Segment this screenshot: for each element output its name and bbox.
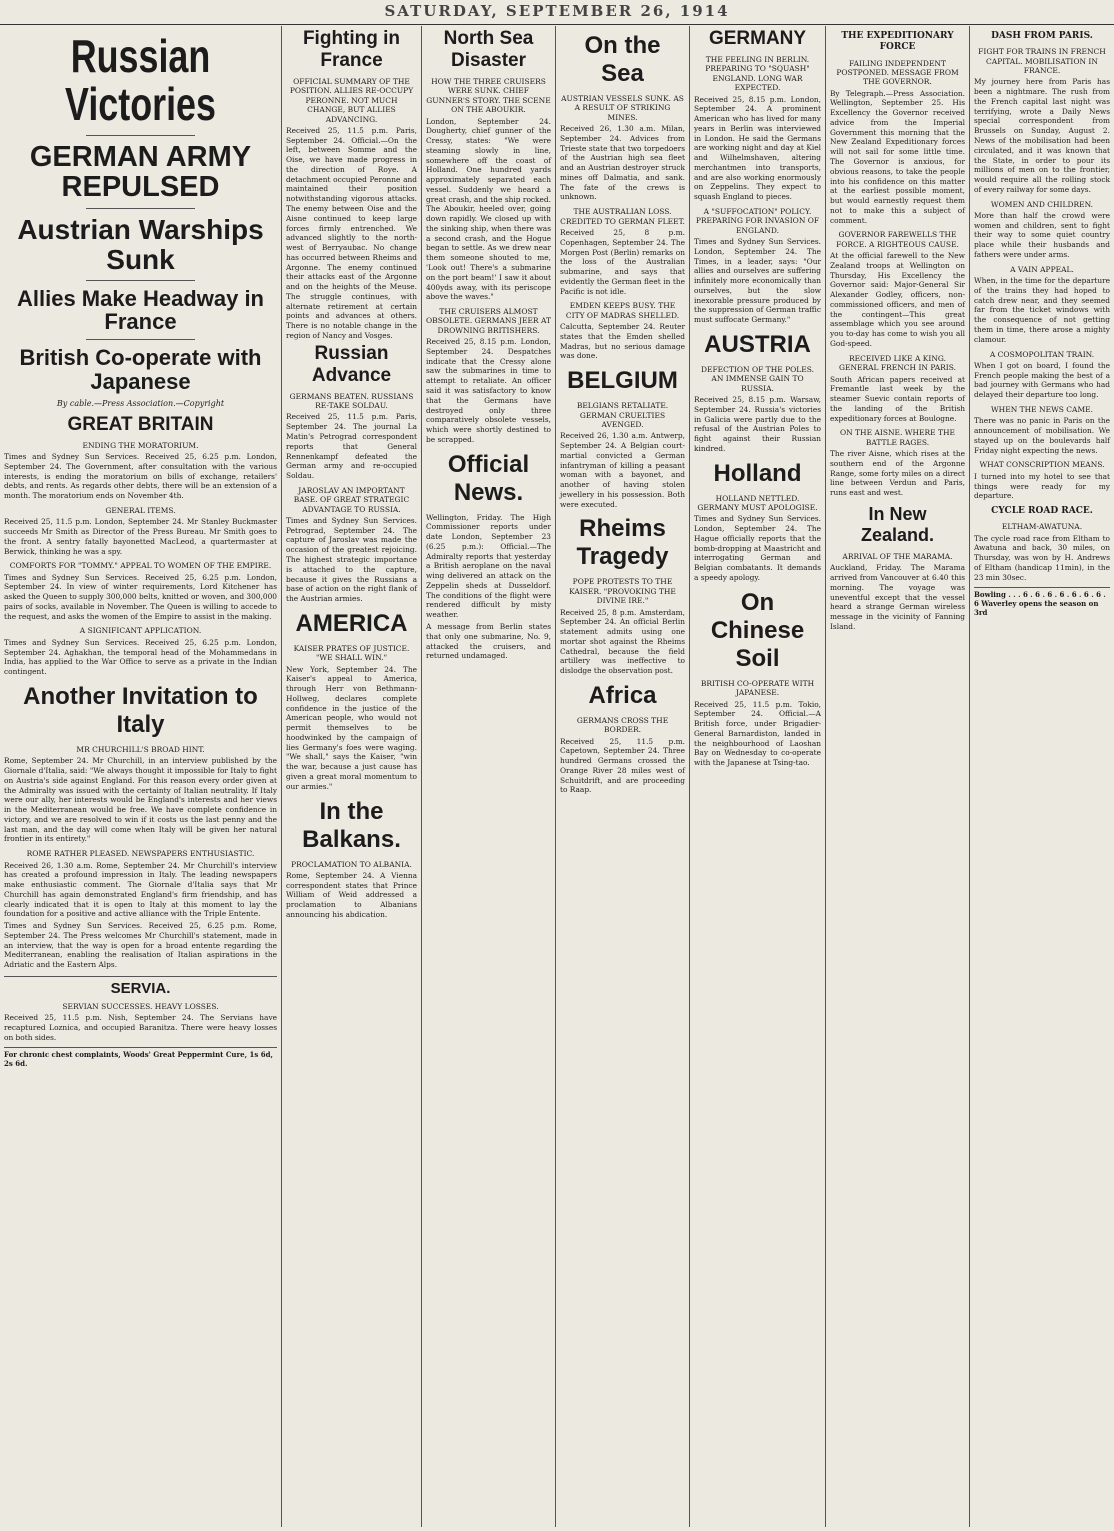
headline-expeditionary: THE EXPEDITIONARY FORCE (841, 31, 954, 53)
subhead: FIGHT FOR TRAINS IN FRENCH CAPITAL. MOBILISATION IN FRANCE. (978, 47, 1106, 75)
subhead: FAILING INDEPENDENT POSTPONED. MESSAGE FROM THE GOVERNOR. (836, 58, 959, 87)
subhead: ROME RATHER PLEASED. NEWSPAPERS ENTHUSIASTIC. (26, 849, 255, 859)
divider (86, 135, 195, 136)
subhead: AUSTRIAN VESSELS SUNK. AS A RESULT OF STRIKING MINES. (561, 94, 684, 122)
article-text: Received 25, 11.5 p.m. Tokio, September 24. Official.—A British force, under Brigadier-General Barnardiston, landed in the neighbourhood of Laoshan Bay on Wednesday to co-operate with the Japanese at Tsing-tao. (694, 699, 821, 768)
headline-chinese-soil: On Chinese Soil (710, 588, 805, 672)
advertisement: Bowling . . . 6 . 6 . 6 . 6 . 6 . 6 . 6 . 6 Waverley opens the season on 3rd (974, 587, 1110, 617)
subhead: ELTHAM-AWATUNA. (1001, 522, 1083, 532)
article-text: Times and Sydney Sun Services. London, September 24. The Times, in a leader, says: "Our allies and ourselves are suffering infinitely more economically than ourselves, but the slow inexorable pressure produced by the suppression of German traffic must suffocate Germany." (694, 237, 821, 325)
subhead: DEFECTION OF THE POLES. AN IMMENSE GAIN TO RUSSIA. (700, 364, 814, 393)
headline-america: AMERICA (295, 609, 408, 637)
subhead: BELGIANS RETALIATE. GERMAN CRUELTIES AVENGED. (576, 401, 669, 429)
column-4 (556, 26, 690, 1527)
column-2 (282, 26, 422, 1527)
article-text: Received 25, 11.5 p.m. Nish, September 24. The Servians have recaptured Loznica, and occupied Baranitza. There were heavy losses on both sides. (4, 1013, 277, 1042)
headline-russian-advance: Russian Advance (311, 342, 392, 386)
article-text: Rome, September 24. A Vienna correspondent states that Prince William of Weid addressed a proclamation to Albanians announcing his abdication. (286, 870, 417, 919)
article-text: Received 25, 8 p.m. Amsterdam, September 24. An official Berlin statement admits using one mortar shot against the Rheims Cathedral, because the field artillery was ineffective to dislodge the observation post. (560, 607, 685, 676)
headline-belgium: BELGIUM (567, 367, 678, 395)
article-text: When, in the time for the departure of the trains they had hoped to catch drew near, and they seemed far from the ticket windows with the consequence of not getting them in time, there arose a mighty clamour. (974, 276, 1110, 344)
headline-austrian-warships: Austrian Warships Sunk (17, 214, 264, 275)
article-text: Received 26, 1.30 a.m. Rome, September 24. Mr Churchill's interview has created a profound impression in Italy. The leading newspapers make enthusiastic comment. The Giornale d'Italia says that Mr Churchill has again demonstrated England's firm friendship, and has clearly indicated that it is open to Italy at this moment to lay the foundation for a positive and active alliance with the Triple Entente. (4, 860, 277, 919)
col1-left (4, 412, 277, 1068)
column-1 (0, 26, 282, 1527)
article-text: A message from Berlin states that only one submarine, No. 9, attacked the cruisers, and returned undamaged. (426, 622, 551, 661)
subhead: ARRIVAL OF THE MARAMA. (842, 551, 953, 561)
headline-new-zealand: In New Zealand. (860, 503, 935, 545)
article-text: Rome, September 24. Mr Churchill, in an interview published by the Giornale d'Italia, said: "We always thought it impossible for Italy to fight on Austria's side against England. For this reason every order given at the Admiralty was issued with the certainty of Italian neutrality. If Italy were our ally, her interests would be England's interests and her views in the Mediterranean would be free. We have complete confidence in victory, and we are resolved to win if it costs us the last penny and the last man, and the day will come when Italy will be given her natural frontier in its entirety." (4, 756, 277, 844)
article-text: At the official farewell to the New Zealand troops at Wellington on Thursday, His Excellency the Governor said: Major-General Sir Alexander Godley, officers, non-commissioned officers, and men of the contingent—This great assemblage which you see around you to-day has come to wish you all God-speed. (830, 251, 965, 348)
headline-russian-victories: Russian Victories (65, 30, 216, 131)
article-text: Received 25, 8.15 p.m. London, September 24. A prominent American who has lived for many years in Berlin was interviewed in London. He said the Germans are working night and day at Kiel and Wilhelmshaven, altering merchantmen into transports, and are also working enormously on Zeppelins. They expect to squash England to pieces. (694, 94, 821, 202)
headline-official-news: Official News. (447, 450, 530, 506)
subhead: WHAT CONSCRIPTION MEANS. (979, 460, 1105, 470)
article-text: Received 25, 11.5 p.m. London, September 24. Mr Stanley Buckmaster succeeds Mr Smith as Director of the Press Bureau. Mr Smith goes to the front. A sentry fatally bayonetted MacLeod, a quartermaster at Berwick, thinking he was a spy. (4, 517, 277, 556)
subhead: MR CHURCHILL'S BROAD HINT. (76, 744, 205, 754)
subhead: WHEN THE NEWS CAME. (990, 404, 1094, 414)
subhead: THE AUSTRALIAN LOSS. CREDITED TO GERMAN FLEET. (560, 207, 685, 226)
article-text: Times and Sydney Sun Services. Received 25, 6.25 p.m. London, September 24. In view of winter requirements, Lord Kitchener has asked the Queen to supply 300,000 belts, knitted or woven, and 300,000 pairs of socks, available in November. The Queen is willing to accede to the request, and asks the women of the Empire to assist in the making. (4, 572, 277, 621)
subhead: WOMEN AND CHILDREN. (990, 199, 1094, 209)
headline-balkans: In the Balkans. (302, 797, 401, 853)
article-text: New York, September 24. The Kaiser's appeal to America, through Herr von Bethmann-Hollweg, declares complete confidence in the justice of the American people, who would not permit themselves to be hoodwinked by the campaign of lies Germany's foes were waging. "We shall," says the Kaiser, "win the war, because a just cause has given a great moral momentum to our armies." (286, 664, 417, 791)
column-6 (826, 26, 970, 1527)
subhead: HOW THE THREE CRUISERS WERE SUNK. CHIEF GUNNER'S STORY. THE SCENE ON THE ABOUKIR. (426, 77, 551, 115)
column-5 (690, 26, 826, 1527)
subhead: KAISER PRATES OF JUSTICE. "WE SHALL WIN." (293, 643, 410, 663)
article-text: There was no panic in Paris on the announcement of mobilisation. We stayed up on the boulevards half Friday night expecting the news. (974, 416, 1110, 455)
article-text: Received 25, 8.15 p.m. Warsaw, September 24. Russia's victories in Galicia were partly due to the refusal of the Austrian Poles to fight against their Russian kindred. (694, 395, 821, 453)
article-text: South African papers received at Fremantle last week by the steamer Suevic contain reports of the landing of the British expeditionary forces at Boulogne. (830, 374, 965, 423)
article-text: Times and Sydney Sun Services. Received 25, 6.25 p.m. Rome, September 24. The Press welcomes Mr Churchill's statement, made in an interview, that the way is open for a broad entente regarding the Mediterranean, enabling the realisation of Italian aspirations in the Adriatic and the Eastern Alps. (4, 921, 277, 970)
article-text: Auckland, Friday. The Marama arrived from Vancouver at 6.40 this morning. The voyage was uneventful except that the vessel heard a strange German wireless message in the vicinity of Fanning Island. (830, 563, 965, 631)
headline-cycle-race: CYCLE ROAD RACE. (991, 506, 1093, 517)
subhead: ENDING THE MORATORIUM. (82, 440, 199, 450)
headline-on-the-sea: On the Sea (584, 32, 661, 87)
subhead: RECEIVED LIKE A KING. GENERAL FRENCH IN PARIS. (838, 353, 957, 373)
subhead: THE FEELING IN BERLIN. PREPARING TO "SQUASH" ENGLAND. LONG WAR EXPECTED. (705, 55, 810, 93)
article-text: Received 25, 8.15 p.m. London, September 24. Despatches indicate that the Cressy alone saw the submarines in time to attempt to retaliate. An officer said it was satisfactory to know that the Germans have destroyed only three comparatively obsolete vessels, which were shortly destined to be scrapped. (426, 337, 551, 444)
subhead: BRITISH CO-OPERATE WITH JAPANESE. (700, 678, 815, 698)
headline-rheims: Rheims Tragedy (576, 515, 669, 571)
subhead: GERMANS CROSS THE BORDER. (576, 715, 669, 735)
column-3 (422, 26, 556, 1527)
subhead: COMFORTS FOR "TOMMY." APPEAL TO WOMEN OF THE EMPIRE. (9, 561, 272, 571)
section-servia: SERVIA. (4, 976, 277, 997)
subhead: THE CRUISERS ALMOST OBSOLETE. GERMANS JEER AT DROWNING BRITISHERS. (426, 307, 551, 335)
section-great-britain: GREAT BRITAIN (67, 413, 214, 435)
col1-split (4, 412, 277, 1068)
article-text: Wellington, Friday. The High Commissioner reports under date London, September 23 (6.25 p.m.): Official.—The Admiralty reports that yesterday a British aeroplane on the naval wing delivered an attack on the Zeppelin sheds at Dusseldorf. The conditions of the flight were rendered difficult by misty weather. (426, 512, 551, 620)
article-text: My journey here from Paris has been a nightmare. The rush from the French capital last night was terrifying, wrote a Daily News special correspondent from Brussels on Sunday, August 2. News of the mobilisation had been circulated, and it was known that the State, in order to pour its millions of men on to the frontier, would require all the rolling stock of every railway for some days. (974, 77, 1110, 194)
subhead: JAROSLAV AN IMPORTANT BASE. OF GREAT STRATEGIC ADVANTAGE TO RUSSIA. (293, 485, 410, 514)
subhead: A COSMOPOLITAN TRAIN. (989, 349, 1095, 359)
divider (86, 208, 195, 209)
article-text: More than half the crowd were women and children, sent to fight their way to some quiet country place while their husbands and fathers were under arms. (974, 210, 1110, 259)
article-text: Received 25, 11.5 p.m. Capetown, September 24. Three hundred Germans crossed the Orange River 28 miles west of Schuitdrift, and are proceeding to Raap. (560, 736, 685, 795)
subhead: SERVIAN SUCCESSES. HEAVY LOSSES. (62, 1001, 219, 1011)
headline-british-cooperate: British Co-operate with Japanese (19, 345, 262, 394)
article-text: Times and Sydney Sun Services. London, September 24. The Hague officially reports that the bomb-dropping at Maastricht and interrogating German and Belgian combatants. It demands a speedy apology. (694, 514, 821, 582)
subhead: A SIGNIFICANT APPLICATION. (79, 626, 202, 636)
divider (86, 339, 195, 340)
article-text: Times and Sydney Sun Services. Petrograd, September 24. The capture of Jaroslav was made the occasion of the greatest rejoicing. The highest strategic importance is attached to the capture, because it gives the Russians a base of action on the right flank of the Austrian armies. (286, 515, 417, 604)
article-text: Received 26, 1.30 a.m. Antwerp, September 24. A Belgian court-martial convicted a German infantryman of killing a peasant woman with a bayonet, and another of having stolen jewellery in his possession. Both were executed. (560, 431, 685, 509)
article-text: Received 25, 11.5 p.m. Paris, September 24. Official.—On the left, between Somme and the Oise, we have made progress in the direction of Roye. A detachment occupied Peronne and maintained their position notwithstanding vigorous attacks. The enemy between Oise and the Aisne continued to keep large forces firmly entrenched. We advanced slightly to the north-west of Berryaubac. No change has occurred between Rheims and Argonne. The enemy continued their attacks east of the Argonne and on the heights of the Meuse. The struggle continues, with alternate retirement at certain points and advances at others. There is no notable change in the region of Nancy and Vosges. (286, 125, 417, 340)
article-text: Calcutta, September 24. Reuter states that the Emden shelled Madras, but no serious damage was done. (560, 322, 685, 361)
article-text: Times and Sydney Sun Services. Received 25, 6.25 p.m. London, September 24. Aghakhan, the temporal head of the Mohammedans in India, has applied to the War Office to serve as a private in the Indian contingent. (4, 637, 277, 677)
article-text: When I got on board, I found the French people making the best of a bad journey with Germans who had delayed their departure too long. (974, 360, 1110, 400)
subhead: A "SUFFOCATION" POLICY. PREPARING FOR INVASION OF ENGLAND. (695, 206, 820, 235)
divider (86, 280, 195, 281)
headline-austria: AUSTRIA (704, 330, 811, 358)
headline-fighting-france: Fighting in France (302, 28, 401, 71)
subhead: POPE PROTESTS TO THE KAISER. "PROVOKING THE DIVINE IRE." (569, 577, 676, 606)
subhead: GOVERNOR FAREWELLS THE FORCE. A RIGHTEOUS CAUSE. (836, 230, 959, 249)
subhead: OFFICIAL SUMMARY OF THE POSITION. ALLIES RE-OCCUPY PERONNE. NOT MUCH CHANGE, BUT ALLIES ADVANCING. (289, 77, 414, 124)
article-text: I turned into my hotel to see that things were ready for my departure. (974, 471, 1110, 501)
column-7 (970, 26, 1114, 1527)
article-text: The cycle road race from Eltham to Awatuna and back, 30 miles, on Thursday, was won by H. Andrews of Eltham (handicap 11min), in the 23 min 30sec. (974, 533, 1110, 582)
article-text: Received 26, 1.30 a.m. Milan, September 24. Advices from Trieste state that two torpedoers of the Austrian high sea fleet and an Austrian destroyer struck mines off Dalmatia, and sank. The fate of the crews is unknown. (560, 124, 685, 202)
headline-holland: Holland (713, 459, 802, 487)
byline: By cable.—Press Association.—Copyright (56, 398, 225, 408)
article-text: By Telegraph.—Press Association. Wellington, September 25. His Excellency the Governor received advice from the Imperial Government this morning that the New Zealand Expeditionary forces will not sail for some little time. The Governor is anxious, for obvious reasons, to take the people into his confidence on this matter at the earliest possible moment, but would earnestly request them not to make this a subject of comment. (830, 88, 965, 225)
headline-north-sea: North Sea Disaster (443, 28, 534, 71)
article-text: Received 25, 11.5 p.m. Paris, September 24. The journal La Matin's Petrograd correspondent reports that General Rennenkampf defeated the German army and re-occupied Soldau. (286, 412, 417, 481)
masthead: SATURDAY, SEPTEMBER 26, 1914 (0, 0, 1114, 25)
subhead: GENERAL ITEMS. (105, 505, 176, 515)
subhead: EMDEN KEEPS BUSY. THE CITY OF MADRAS SHELLED. (565, 301, 680, 320)
subhead: HOLLAND NETTLED. GERMANY MUST APOLOGISE. (697, 493, 818, 513)
headline-dash-paris: DASH FROM PARIS. (991, 31, 1093, 41)
subhead: GERMANS BEATEN. RUSSIANS RE-TAKE SOLDAU. (289, 391, 414, 411)
advertisement: For chronic chest complaints, Woods' Great Peppermint Cure, 1s 6d, 2s 6d. (4, 1047, 277, 1068)
subhead: PROCLAMATION TO ALBANIA. (291, 859, 412, 869)
headline-africa: Africa (588, 681, 657, 709)
subhead: ON THE AISNE. WHERE THE BATTLE RAGES. (839, 428, 956, 447)
article-text: London, September 24. Dougherty, chief gunner of the Cressy, states: "We were steaming slowly in line, somewhere off the coast of Holland. One hundred yards approximately separated each vessel. Suddenly we heard a great crash, and the ship rocked. The Aboukir, heeled over, going down rapidly. We closed up with the sinking ship, when there was a second crash, and the Hogue began to settle. As we drew near them someone shouted to me, 'Look out! There's a submarine on the port beam!' I saw it about 400yds away, with its periscope above the waves." (426, 116, 551, 302)
article-text: The river Aisne, which rises at the southern end of the Argonne Range, some forty miles on a direct line between Verdun and Paris, runs east and west. (830, 449, 965, 498)
article-text: Received 25, 8 p.m. Copenhagen, September 24. The Morgen Post (Berlin) remarks on the loss of the Australian submarine, and says that evidently the German fleet in the Pacific is not idle. (560, 228, 685, 296)
headline-germany: GERMANY (708, 28, 807, 49)
headline-german-army: GERMAN ARMY REPULSED (29, 140, 252, 204)
headline-allies-headway: Allies Make Headway in France (17, 286, 264, 335)
article-text: Times and Sydney Sun Services. Received 25, 6.25 p.m. London, September 24. The Government, after consultation with the various interests, is ending the moratorium on bills of exchange, retailers' debts, and rents. As regards other debts, there will be an extension of a month. The moratorium ends on November 4th. (4, 452, 277, 501)
subhead: A VAIN APPEAL. (1010, 264, 1074, 274)
headline-italy: Another Invitation to Italy (23, 682, 258, 738)
